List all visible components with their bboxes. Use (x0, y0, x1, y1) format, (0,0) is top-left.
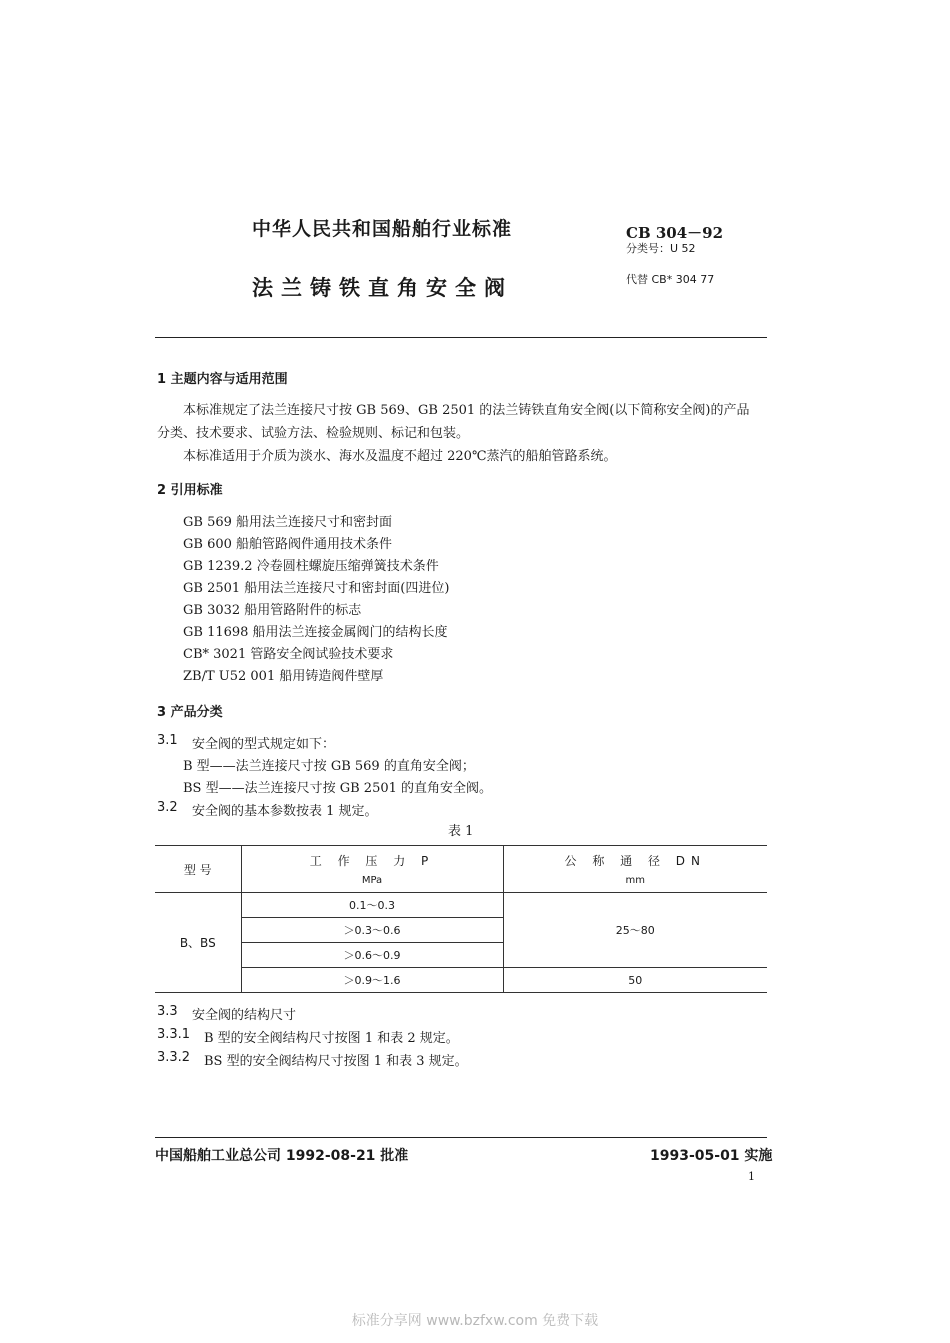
approval-statement: 中国船舶工业总公司 1992-08-21 批准 (155, 1148, 409, 1164)
clause-3-3-2-text: BS 型的安全阀结构尺寸按图 1 和表 3 规定。 (204, 1054, 468, 1069)
header-pressure-label: 工 作 压 力 P (309, 854, 435, 868)
clause-3-3-number: 3.3 (157, 1004, 178, 1019)
document-title: 法兰铸铁直角安全阀 (252, 276, 513, 300)
standard-organization: 中华人民共和国船舶行业标准 (252, 218, 513, 240)
section-1-paragraph-2: 本标准适用于介质为淡水、海水及温度不超过 220℃蒸汽的船舶管路系统。 (183, 449, 617, 464)
replaces-standard: 代替 CB* 304 77 (626, 273, 715, 286)
reference-item: GB 3032 船用管路附件的标志 (183, 603, 362, 618)
footer-rule (155, 1137, 767, 1138)
header-rule (155, 337, 767, 338)
table-header-row (155, 846, 767, 893)
reference-item: ZB/T U52 001 船用铸造阀件壁厚 (183, 669, 384, 684)
watermark: 标准分享网 www.bzfxw.com 免费下载 (351, 1313, 599, 1329)
section-3-heading: 3 产品分类 (157, 705, 223, 720)
type-b-definition: B 型——法兰连接尺寸按 GB 569 的直角安全阀； (183, 759, 475, 774)
effective-date: 1993-05-01 实施 (650, 1148, 773, 1164)
section-1-heading: 1 主题内容与适用范围 (157, 372, 288, 387)
cell-dn: 50 (503, 968, 767, 993)
header-dn-label: 公 称 通 径 DN (564, 854, 706, 868)
classification-number: 分类号：U 52 (626, 242, 696, 255)
cell-pressure: 0.1～0.3 (241, 893, 503, 918)
clause-3-3-2-number: 3.3.2 (157, 1050, 191, 1065)
section-2-heading: 2 引用标准 (157, 483, 223, 498)
clause-3-1-number: 3.1 (157, 733, 178, 748)
page-number: 1 (748, 1170, 755, 1183)
header-model: 型 号 (155, 846, 241, 893)
cell-dn: 25～80 (503, 893, 767, 968)
clause-3-3-1-number: 3.3.1 (157, 1027, 191, 1042)
type-bs-definition: BS 型——法兰连接尺寸按 GB 2501 的直角安全阀。 (183, 781, 493, 796)
clause-3-3-text: 安全阀的结构尺寸 (192, 1008, 297, 1023)
clause-3-1-text: 安全阀的型式规定如下： (192, 737, 336, 752)
reference-item: CB* 3021 管路安全阀试验技术要求 (183, 647, 394, 662)
reference-item: GB 1239.2 冷卷圆柱螺旋压缩弹簧技术条件 (183, 559, 439, 574)
table-1 (155, 845, 767, 993)
reference-item: GB 569 船用法兰连接尺寸和密封面 (183, 515, 393, 530)
cell-pressure: ＞0.9～1.6 (241, 968, 503, 993)
table-row (155, 968, 767, 993)
section-1-paragraph-1-line-1: 本标准规定了法兰连接尺寸按 GB 569、GB 2501 的法兰铸铁直角安全阀(以下简称安全阀)的产品 (183, 403, 750, 418)
reference-item: GB 600 船舶管路阀件通用技术条件 (183, 537, 393, 552)
header-pressure-unit: MPa (361, 875, 383, 886)
cell-pressure: ＞0.6～0.9 (241, 943, 503, 968)
header-nominal-diameter (503, 846, 767, 893)
clause-3-3-1-text: B 型的安全阀结构尺寸按图 1 和表 2 规定。 (204, 1031, 459, 1046)
table-row (155, 893, 767, 918)
clause-3-2-text: 安全阀的基本参数按表 1 规定。 (192, 804, 378, 819)
reference-item: GB 2501 船用法兰连接尺寸和密封面(四进位) (183, 581, 450, 596)
clause-3-2-number: 3.2 (157, 800, 178, 815)
header-dn-unit: mm (625, 875, 645, 886)
table-1-caption: 表 1 (448, 824, 474, 839)
cell-model: B、BS (155, 893, 241, 993)
reference-item: GB 11698 船用法兰连接金属阀门的结构长度 (183, 625, 448, 640)
section-1-paragraph-1-line-2: 分类、技术要求、试验方法、检验规则、标记和包装。 (157, 426, 470, 441)
header-pressure (241, 846, 503, 893)
standard-code: CB 304－92 (626, 224, 724, 242)
cell-pressure: ＞0.3～0.6 (241, 918, 503, 943)
